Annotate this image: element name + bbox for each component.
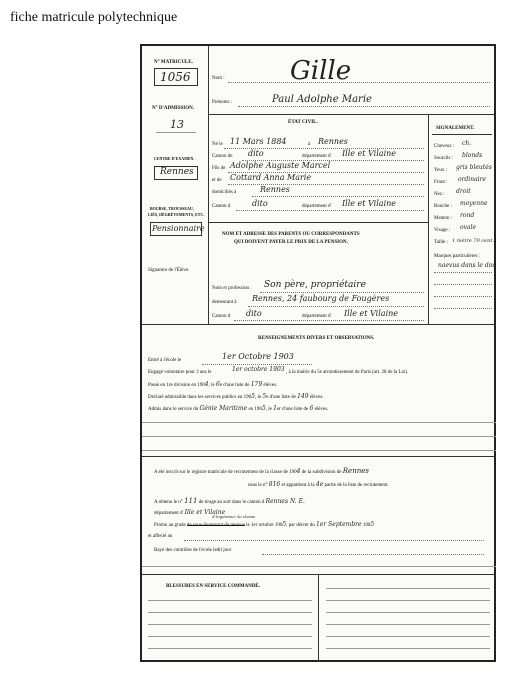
engage-text-1: Engagé volontaire pour 3 ans le — [148, 370, 212, 375]
signalement-value-4: droit — [456, 188, 471, 195]
admis-text-1: Admis dans le service du — [148, 407, 199, 412]
ruled-line-4 — [142, 566, 496, 567]
admis-service: Génie Maritime — [199, 405, 248, 412]
affecte-label: et affecté au — [148, 534, 173, 539]
passe-text-1: Passé en 1re division en 190 — [148, 383, 205, 388]
obtenu-canton: Rennes N. E. — [265, 498, 305, 505]
signalement-label-3: Front : — [434, 180, 448, 185]
inscrit-place: Rennes — [342, 467, 369, 475]
admission-rule — [156, 132, 196, 133]
centre-label: CENTRE D'EXAMEN. — [154, 156, 195, 161]
canton2-label: Canton d — [212, 204, 231, 209]
header-divider — [208, 114, 496, 115]
prenoms-label: Prénoms : — [212, 100, 233, 105]
signalement-value-0: ch. — [462, 140, 472, 147]
obtenu-line — [154, 498, 305, 506]
blessures-right-rule-2 — [326, 600, 490, 601]
admission-label: N° D'ADMISSION. — [152, 106, 195, 111]
signalement-value-6: rond — [460, 212, 475, 219]
signalement-label-1: Sourcils : — [434, 156, 454, 161]
recrutement-top-divider — [142, 456, 496, 457]
signalement-value-5: moyenne — [460, 200, 488, 207]
obtenu-text-1: A obtenu le n° — [154, 500, 183, 505]
signalement-value-2: gris bleutés — [456, 164, 492, 171]
profession-label: Nom et profession : — [212, 286, 252, 291]
sous-text-3: partie de la liste de recrutement. — [324, 483, 389, 488]
admis-text-5: élèves. — [314, 407, 329, 412]
signalement-value-1: blonds — [462, 152, 483, 159]
marques-dots-1 — [434, 272, 492, 273]
parents-canton-label: Canton d — [212, 314, 231, 319]
inscrit-line — [154, 468, 369, 476]
nom-label: Nom : — [212, 76, 225, 81]
ruled-line-3 — [142, 450, 496, 451]
a-value: Rennes — [318, 137, 348, 146]
promu-decret-year: 190 — [362, 523, 371, 528]
passe-text-4: élèves. — [263, 383, 278, 388]
profession-value: Son père, propriétaire — [264, 280, 366, 290]
etat-civil-title: ÉTAT CIVIL. — [288, 120, 318, 125]
dept-value: Ille et Vilaine — [342, 149, 397, 158]
blessures-right-rule-3 — [326, 612, 490, 613]
fils-value: Adolphe Auguste Marcel — [230, 161, 331, 170]
signalement-divider — [428, 114, 429, 324]
et-dots — [228, 184, 424, 185]
passe-text-3: e d'une liste de — [219, 383, 250, 388]
registration-sheet — [140, 44, 496, 662]
passe-text-2: , le — [208, 383, 215, 388]
parents-dept-value: Ille et Vilaine — [344, 309, 399, 318]
declare-text-2: , le — [255, 395, 262, 400]
domicilies-label: domiciliés à — [212, 190, 237, 195]
domicilies-dots — [252, 196, 424, 197]
blessures-left-rule-2 — [148, 612, 312, 613]
passe-year: 4 — [204, 381, 209, 388]
blessures-right-rule-5 — [326, 636, 490, 637]
signature-label: Signature de l'Élève. — [148, 268, 190, 273]
blessures-left-rule-5 — [148, 648, 312, 649]
departement-label: département d' — [154, 511, 184, 516]
bourse-label-1: BOURSE, TROUSSEAU, — [150, 206, 194, 211]
signalement-label-2: Yeux : — [434, 168, 447, 173]
blessures-left-rule-1 — [148, 600, 312, 601]
declare-line — [148, 394, 324, 401]
parents-title-1: NOM ET ADRESSE DES PARENTS OU CORRESPONDANTS — [222, 232, 360, 237]
parents-dept-label: département d' — [302, 314, 332, 319]
et-label: et de — [212, 178, 222, 183]
declare-text-4: élèves. — [309, 395, 324, 400]
marques-value: naevus dans le dos — [438, 262, 496, 269]
signalement-label-7: Visage : — [434, 228, 451, 233]
admis-text-4: er d'une liste de — [276, 407, 309, 412]
raye-dots — [262, 554, 484, 555]
signalement-title-rule — [432, 134, 492, 135]
promu-decret-year-end: 5 — [370, 521, 375, 528]
declare-text-1: Déclaré admissible dans les services publics en 190 — [148, 395, 252, 400]
signalement-value-8: 1 mètre 70 cent. — [452, 238, 494, 244]
inscrit-text-2: de la subdivision de — [301, 470, 342, 475]
profession-dots — [260, 292, 424, 293]
blessures-right-rule-6 — [326, 648, 490, 649]
blessures-top-divider — [142, 574, 496, 575]
blessures-right-rule-4 — [326, 624, 490, 625]
sous-text-1: sous le n° — [248, 483, 268, 488]
parents-top-divider — [208, 222, 428, 223]
promu-text-2: le 1er octobre 190 — [246, 523, 283, 528]
ne-le-label: Né le — [212, 142, 223, 147]
departement-value: Ille et Vilaine — [184, 509, 226, 516]
affecte-dots — [184, 540, 484, 541]
obtenu-text-2: de tirage au sort dans le canton d — [198, 500, 265, 505]
obtenu-num: 111 — [184, 497, 198, 505]
canton2-value: dito — [252, 199, 268, 208]
dept2-label: département d' — [302, 204, 332, 209]
admis-year: 5 — [261, 405, 266, 412]
parents-canton-dots — [234, 320, 424, 321]
signalement-label-4: Nez : — [434, 192, 445, 197]
prenoms-value: Paul Adolphe Marie — [272, 94, 372, 105]
declare-year: 5 — [251, 393, 255, 400]
centre-value: Rennes — [160, 167, 194, 177]
nom-value: Gille — [290, 56, 352, 86]
dept2-value: Ille et Vilaine — [342, 199, 397, 208]
a-label: à — [308, 142, 311, 147]
declare-rank: 5 — [262, 393, 267, 400]
nom-dotted-line — [228, 82, 490, 83]
admis-text-2: en 190 — [248, 407, 262, 412]
canton-value: dito — [248, 149, 264, 158]
demeurant-dots — [248, 306, 424, 307]
matricule-label: N° MATRICULE. — [154, 60, 193, 65]
bourse-value: Pensionnaire — [152, 224, 205, 233]
promu-year: 5 — [282, 521, 287, 528]
entre-label: Entré à l'école le — [148, 358, 182, 363]
bourse-label-2: LIÈS, DÉGRÈVEMENTS, ETC. — [148, 212, 205, 217]
marques-dots-2 — [434, 284, 492, 285]
signalement-value-3: ordinaire — [458, 176, 487, 183]
passe-line — [148, 382, 277, 389]
raye-label: Rayé des contrôles de l'école ledit jour — [154, 548, 232, 553]
inscrit-year: 4 — [296, 468, 301, 475]
engage-text-2: , à la mairie du 5e arrondissement de Paris (art. 28 de la Loi). — [286, 370, 409, 375]
admis-total: 6 — [309, 405, 314, 412]
ruled-line-2 — [142, 436, 496, 437]
demeurant-value: Rennes, 24 faubourg de Fougères — [252, 294, 390, 303]
left-column-divider — [208, 46, 209, 324]
marques-label: Marques particulières : — [434, 254, 481, 259]
blessures-divider — [318, 574, 319, 662]
signalement-label-0: Cheveux : — [434, 144, 455, 149]
signalement-title: SIGNALEMENT. — [436, 126, 475, 131]
promu-text-1: Promu au grade — [154, 523, 186, 528]
signalement-label-5: Bouche : — [434, 204, 452, 209]
promu-text-3: , par décret du — [286, 523, 315, 528]
signalement-value-7: ovale — [460, 224, 477, 231]
prenoms-dotted-line — [238, 106, 490, 107]
parents-title-2: QUI DOIVENT PAYER LE PRIX DE LA PENSION. — [234, 240, 348, 245]
passe-total: 179 — [250, 381, 263, 388]
canton2-dots — [236, 210, 424, 211]
admis-text-3: , le — [265, 407, 272, 412]
renseignements-title: RENSEIGNEMENTS DIVERS ET OBSERVATIONS. — [258, 336, 375, 341]
ne-le-value: 11 Mars 1884 — [230, 137, 287, 146]
admission-value: 13 — [170, 118, 184, 131]
dept-label: département d' — [302, 154, 332, 159]
matricule-value: 1056 — [160, 70, 191, 84]
declare-text-3: e d'une liste de — [266, 395, 296, 400]
sous-part: 4e — [315, 481, 324, 488]
domicilies-value: Rennes — [260, 185, 290, 194]
entre-dots — [202, 364, 312, 365]
promu-decret: 1er Septembre — [316, 521, 362, 528]
blessures-right-rule-1 — [326, 588, 490, 589]
blessures-left-rule-4 — [148, 636, 312, 637]
blessures-left-rule-3 — [148, 624, 312, 625]
et-value: Cottard Anna Marie — [230, 173, 312, 182]
demeurant-label: demeurant à — [212, 300, 237, 305]
admis-rank: 1 — [273, 405, 277, 412]
signalement-label-8: Taille : — [434, 240, 448, 245]
declare-total: 149 — [297, 393, 309, 400]
renseignements-top-divider — [142, 324, 496, 325]
marques-dots-4 — [434, 308, 492, 309]
signalement-label-6: Menton : — [434, 216, 453, 221]
passe-rank: 6 — [215, 381, 220, 388]
engage-value: 1er octobre 1903 — [232, 366, 285, 373]
canton-label: Canton de — [212, 154, 233, 159]
promu-struck: de sous-lieutenant de réserve — [186, 523, 245, 528]
sous-text-2: et appartient à la — [281, 483, 315, 488]
sous-line — [248, 482, 389, 489]
promu-grade: d'Ingénieur 3e classe — [212, 514, 256, 519]
inscrit-text-1: A été inscrit sur le registre matricule de recrutement de la classe de 190 — [154, 470, 297, 475]
entre-value: 1er Octobre 1903 — [222, 352, 294, 361]
marques-dots-3 — [434, 296, 492, 297]
parents-canton-value: dito — [246, 309, 262, 318]
admis-line — [148, 406, 328, 413]
page-caption: fiche matricule polytechnique — [10, 10, 178, 25]
fils-label: Fils de — [212, 166, 226, 171]
sous-num: 816 — [268, 481, 281, 488]
blessures-title: BLESSURES EN SERVICE COMMANDÉ. — [166, 584, 261, 589]
promu-line — [154, 522, 374, 529]
ruled-line-1 — [142, 422, 496, 423]
